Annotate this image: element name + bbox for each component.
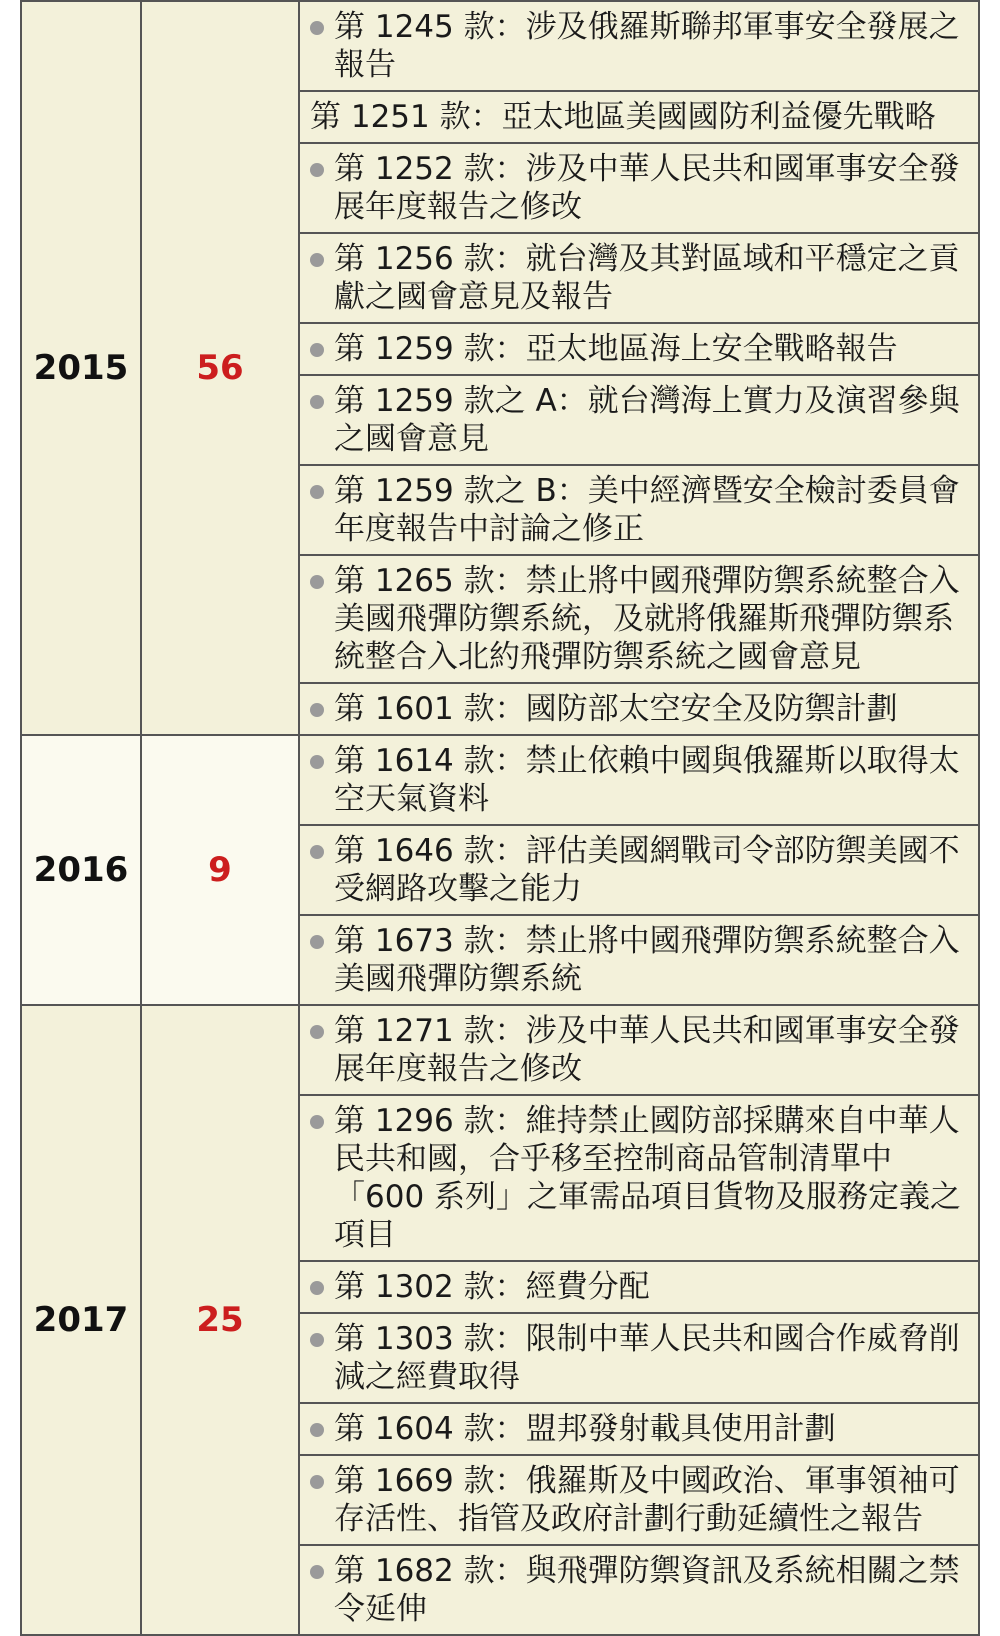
provision-item — [300, 1404, 978, 1454]
bullet-icon — [310, 1115, 324, 1129]
provision-item — [300, 2, 978, 90]
year-cell: 2017 — [21, 1005, 141, 1635]
provision-cell — [299, 1545, 979, 1635]
table-row — [21, 1, 979, 91]
bullet-icon — [310, 395, 324, 409]
provision-cell — [299, 1, 979, 91]
provision-cell — [299, 825, 979, 915]
provision-item — [300, 376, 978, 464]
provision-text: 第 1604 款：盟邦發射載具使用計劃 — [334, 1411, 836, 1447]
provision-item — [300, 324, 978, 374]
bullet-icon — [310, 1475, 324, 1489]
provision-item — [300, 556, 978, 682]
provision-text: 第 1614 款：禁止依賴中國與俄羅斯以取得太空天氣資料 — [334, 743, 960, 817]
provision-text: 第 1646 款：評估美國網戰司令部防禦美國不受網路攻擊之能力 — [334, 833, 960, 907]
provision-item — [300, 144, 978, 232]
provision-text: 第 1673 款：禁止將中國飛彈防禦系統整合入美國飛彈防禦系統 — [334, 923, 960, 997]
provision-cell — [299, 143, 979, 233]
bullet-icon — [310, 21, 324, 35]
bullet-icon — [310, 845, 324, 859]
table-row — [21, 735, 979, 825]
year-cell: 2016 — [21, 735, 141, 1005]
provision-text: 第 1303 款：限制中華人民共和國合作威脅削減之經費取得 — [334, 1321, 960, 1395]
provision-cell — [299, 1313, 979, 1403]
provision-item — [300, 92, 978, 142]
provision-cell — [299, 1455, 979, 1545]
provision-text: 第 1245 款：涉及俄羅斯聯邦軍事安全發展之報告 — [334, 9, 960, 83]
provision-text: 第 1256 款：就台灣及其對區域和平穩定之貢獻之國會意見及報告 — [334, 241, 960, 315]
bullet-icon — [310, 1333, 324, 1347]
provision-cell — [299, 555, 979, 683]
bullet-icon — [310, 1423, 324, 1437]
provision-item — [300, 234, 978, 322]
bullet-icon — [310, 253, 324, 267]
bullet-icon — [310, 935, 324, 949]
provision-item — [300, 1546, 978, 1634]
provision-item — [300, 684, 978, 734]
provision-item — [300, 916, 978, 1004]
provision-text: 第 1265 款：禁止將中國飛彈防禦系統整合入美國飛彈防禦系統，及就將俄羅斯飛彈防禦系統整合入北約飛彈防禦系統之國會意見 — [334, 563, 960, 675]
bullet-icon — [310, 1025, 324, 1039]
provision-text: 第 1601 款：國防部太空安全及防禦計劃 — [334, 691, 898, 727]
provision-cell — [299, 1095, 979, 1261]
provision-cell — [299, 375, 979, 465]
provision-text: 第 1669 款：俄羅斯及中國政治、軍事領袖可存活性、指管及政府計劃行動延續性之報告 — [334, 1463, 960, 1537]
bullet-icon — [310, 1565, 324, 1579]
provision-text: 第 1251 款：亞太地區美國國防利益優先戰略 — [310, 99, 936, 135]
provision-cell — [299, 465, 979, 555]
provision-text: 第 1302 款：經費分配 — [334, 1269, 650, 1305]
count-cell: 9 — [141, 735, 299, 1005]
bullet-icon — [310, 343, 324, 357]
provision-item — [300, 736, 978, 824]
bullet-icon — [310, 755, 324, 769]
year-cell: 2015 — [21, 1, 141, 735]
provision-item — [300, 1006, 978, 1094]
provision-item — [300, 1096, 978, 1260]
provision-item — [300, 1456, 978, 1544]
provision-cell — [299, 233, 979, 323]
provision-item — [300, 466, 978, 554]
provision-cell — [299, 1005, 979, 1095]
provision-cell — [299, 91, 979, 143]
provision-text: 第 1259 款之 B：美中經濟暨安全檢討委員會年度報告中討論之修正 — [334, 473, 960, 547]
bullet-icon — [310, 703, 324, 717]
count-cell: 25 — [141, 1005, 299, 1635]
count-cell: 56 — [141, 1, 299, 735]
provision-item — [300, 1262, 978, 1312]
bullet-icon — [310, 163, 324, 177]
provision-item — [300, 826, 978, 914]
provision-cell — [299, 735, 979, 825]
provision-text: 第 1259 款之 A：就台灣海上實力及演習參與之國會意見 — [334, 383, 960, 457]
table-row — [21, 1005, 979, 1095]
provisions-table — [20, 0, 980, 1636]
bullet-icon — [310, 485, 324, 499]
provision-text: 第 1271 款：涉及中華人民共和國軍事安全發展年度報告之修改 — [334, 1013, 960, 1087]
bullet-icon — [310, 575, 324, 589]
provision-text: 第 1252 款：涉及中華人民共和國軍事安全發展年度報告之修改 — [334, 151, 960, 225]
provisions-table-body — [21, 1, 979, 1635]
provision-cell — [299, 323, 979, 375]
provision-text: 第 1682 款：與飛彈防禦資訊及系統相關之禁令延伸 — [334, 1553, 960, 1627]
provision-text: 第 1296 款：維持禁止國防部採購來自中華人民共和國，合乎移至控制商品管制清單中「600 系列」之軍需品項目貨物及服務定義之項目 — [334, 1103, 962, 1253]
bullet-icon — [310, 1281, 324, 1295]
provision-cell — [299, 1403, 979, 1455]
provision-cell — [299, 1261, 979, 1313]
provision-item — [300, 1314, 978, 1402]
provision-cell — [299, 683, 979, 735]
provision-text: 第 1259 款：亞太地區海上安全戰略報告 — [334, 331, 898, 367]
provision-cell — [299, 915, 979, 1005]
